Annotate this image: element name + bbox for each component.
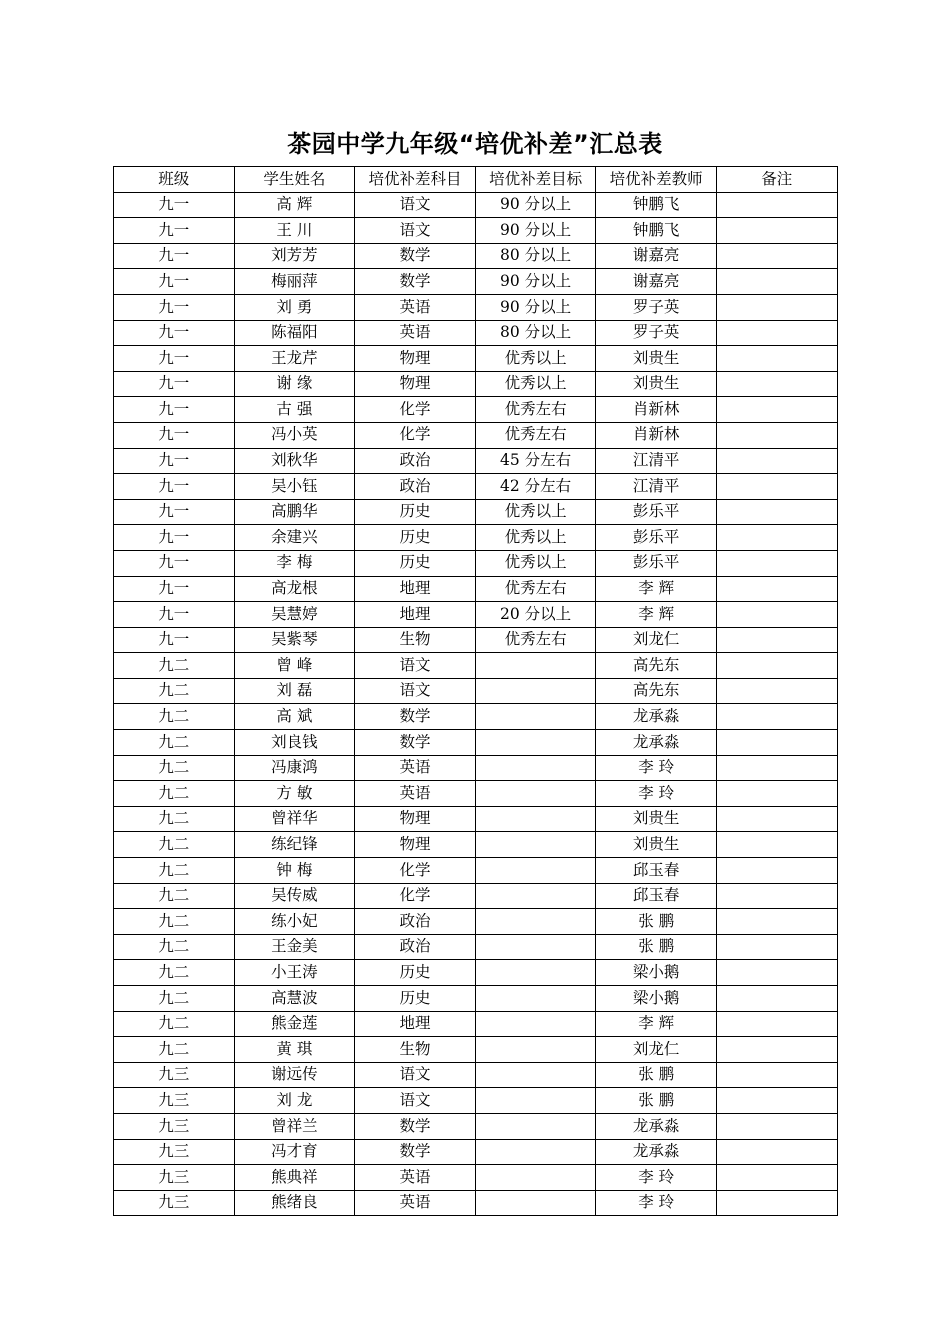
teacher-cell: 彭乐平 (596, 550, 717, 576)
header-teacher: 培优补差教师 (596, 167, 717, 193)
remarks-cell (716, 627, 837, 653)
target-cell (475, 704, 596, 730)
remarks-cell (716, 1190, 837, 1216)
class-cell: 九三 (114, 1165, 235, 1191)
target-cell (475, 1113, 596, 1139)
student-name-cell: 黄 琪 (234, 1037, 355, 1063)
class-cell: 九一 (114, 627, 235, 653)
table-row (114, 474, 838, 500)
student-name-cell: 高龙根 (234, 576, 355, 602)
student-name-cell: 刘 磊 (234, 678, 355, 704)
table-row (114, 346, 838, 372)
table-row (114, 653, 838, 679)
class-cell: 九三 (114, 1113, 235, 1139)
table-row (114, 1062, 838, 1088)
target-cell: 优秀以上 (475, 371, 596, 397)
class-cell: 九二 (114, 909, 235, 935)
remarks-cell (716, 1139, 837, 1165)
remarks-cell (716, 934, 837, 960)
teacher-cell: 钟鹏飞 (596, 218, 717, 244)
class-cell: 九二 (114, 755, 235, 781)
table-row (114, 218, 838, 244)
class-cell: 九二 (114, 858, 235, 884)
target-cell (475, 1139, 596, 1165)
subject-cell: 数学 (355, 730, 476, 756)
table-row (114, 883, 838, 909)
summary-table (113, 166, 838, 1216)
target-cell (475, 909, 596, 935)
subject-cell: 语文 (355, 1088, 476, 1114)
class-cell: 九一 (114, 192, 235, 218)
subject-cell: 数学 (355, 1139, 476, 1165)
table-row (114, 1011, 838, 1037)
student-name-cell: 曾 峰 (234, 653, 355, 679)
table-row (114, 781, 838, 807)
table-row (114, 627, 838, 653)
student-name-cell: 吴小钰 (234, 474, 355, 500)
student-name-cell: 刘秋华 (234, 448, 355, 474)
table-row (114, 1037, 838, 1063)
header-remarks: 备注 (716, 167, 837, 193)
remarks-cell (716, 1165, 837, 1191)
remarks-cell (716, 755, 837, 781)
remarks-cell (716, 653, 837, 679)
subject-cell: 生物 (355, 1037, 476, 1063)
teacher-cell: 李 玲 (596, 755, 717, 781)
class-cell: 九一 (114, 218, 235, 244)
subject-cell: 历史 (355, 499, 476, 525)
teacher-cell: 刘龙仁 (596, 627, 717, 653)
remarks-cell (716, 960, 837, 986)
subject-cell: 物理 (355, 806, 476, 832)
student-name-cell: 刘 勇 (234, 294, 355, 320)
table-row (114, 1113, 838, 1139)
class-cell: 九一 (114, 294, 235, 320)
student-name-cell: 练小妃 (234, 909, 355, 935)
target-cell (475, 1037, 596, 1063)
subject-cell: 地理 (355, 1011, 476, 1037)
remarks-cell (716, 678, 837, 704)
table-row (114, 755, 838, 781)
table-row (114, 320, 838, 346)
subject-cell: 数学 (355, 269, 476, 295)
class-cell: 九三 (114, 1062, 235, 1088)
subject-cell: 数学 (355, 1113, 476, 1139)
class-cell: 九一 (114, 371, 235, 397)
header-class: 班级 (114, 167, 235, 193)
class-cell: 九一 (114, 243, 235, 269)
remarks-cell (716, 858, 837, 884)
target-cell (475, 858, 596, 884)
class-cell: 九三 (114, 1088, 235, 1114)
subject-cell: 历史 (355, 550, 476, 576)
teacher-cell: 肖新林 (596, 422, 717, 448)
subject-cell: 英语 (355, 320, 476, 346)
student-name-cell: 高 辉 (234, 192, 355, 218)
teacher-cell: 李 辉 (596, 602, 717, 628)
subject-cell: 英语 (355, 294, 476, 320)
class-cell: 九一 (114, 576, 235, 602)
target-cell (475, 1190, 596, 1216)
class-cell: 九三 (114, 1139, 235, 1165)
subject-cell: 政治 (355, 909, 476, 935)
student-name-cell: 刘良钱 (234, 730, 355, 756)
class-cell: 九一 (114, 448, 235, 474)
class-cell: 九一 (114, 269, 235, 295)
teacher-cell: 张 鹏 (596, 1062, 717, 1088)
remarks-cell (716, 320, 837, 346)
target-cell: 90 分以上 (475, 192, 596, 218)
student-name-cell: 王金美 (234, 934, 355, 960)
subject-cell: 语文 (355, 192, 476, 218)
target-cell: 优秀以上 (475, 346, 596, 372)
subject-cell: 英语 (355, 1190, 476, 1216)
remarks-cell (716, 294, 837, 320)
subject-cell: 政治 (355, 448, 476, 474)
subject-cell: 英语 (355, 1165, 476, 1191)
remarks-cell (716, 243, 837, 269)
student-name-cell: 吴紫琴 (234, 627, 355, 653)
student-name-cell: 熊绪良 (234, 1190, 355, 1216)
target-cell (475, 934, 596, 960)
class-cell: 九二 (114, 1037, 235, 1063)
target-cell (475, 1062, 596, 1088)
subject-cell: 数学 (355, 704, 476, 730)
subject-cell: 历史 (355, 986, 476, 1012)
header-student-name: 学生姓名 (234, 167, 355, 193)
remarks-cell (716, 1062, 837, 1088)
teacher-cell: 钟鹏飞 (596, 192, 717, 218)
table-row (114, 1190, 838, 1216)
teacher-cell: 邱玉春 (596, 858, 717, 884)
remarks-cell (716, 397, 837, 423)
class-cell: 九一 (114, 602, 235, 628)
student-name-cell: 冯才育 (234, 1139, 355, 1165)
remarks-cell (716, 883, 837, 909)
student-name-cell: 冯小英 (234, 422, 355, 448)
class-cell: 九二 (114, 653, 235, 679)
student-name-cell: 古 强 (234, 397, 355, 423)
remarks-cell (716, 909, 837, 935)
target-cell: 优秀左右 (475, 397, 596, 423)
student-name-cell: 吴慧婷 (234, 602, 355, 628)
remarks-cell (716, 218, 837, 244)
table-row (114, 602, 838, 628)
remarks-cell (716, 602, 837, 628)
subject-cell: 语文 (355, 678, 476, 704)
teacher-cell: 李 辉 (596, 1011, 717, 1037)
target-cell (475, 1011, 596, 1037)
target-cell (475, 986, 596, 1012)
teacher-cell: 李 辉 (596, 576, 717, 602)
teacher-cell: 罗子英 (596, 320, 717, 346)
teacher-cell: 李 玲 (596, 781, 717, 807)
target-cell: 90 分以上 (475, 269, 596, 295)
teacher-cell: 张 鹏 (596, 1088, 717, 1114)
subject-cell: 化学 (355, 422, 476, 448)
teacher-cell: 彭乐平 (596, 499, 717, 525)
student-name-cell: 余建兴 (234, 525, 355, 551)
target-cell (475, 730, 596, 756)
subject-cell: 地理 (355, 576, 476, 602)
class-cell: 九二 (114, 1011, 235, 1037)
class-cell: 九一 (114, 550, 235, 576)
remarks-cell (716, 422, 837, 448)
student-name-cell: 钟 梅 (234, 858, 355, 884)
subject-cell: 历史 (355, 960, 476, 986)
subject-cell: 语文 (355, 653, 476, 679)
subject-cell: 语文 (355, 1062, 476, 1088)
class-cell: 九一 (114, 346, 235, 372)
target-cell: 90 分以上 (475, 218, 596, 244)
student-name-cell: 高 斌 (234, 704, 355, 730)
target-cell (475, 678, 596, 704)
subject-cell: 政治 (355, 474, 476, 500)
class-cell: 九一 (114, 320, 235, 346)
teacher-cell: 邱玉春 (596, 883, 717, 909)
target-cell (475, 806, 596, 832)
teacher-cell: 彭乐平 (596, 525, 717, 551)
table-row (114, 499, 838, 525)
student-name-cell: 吴传威 (234, 883, 355, 909)
teacher-cell: 谢嘉亮 (596, 269, 717, 295)
teacher-cell: 谢嘉亮 (596, 243, 717, 269)
teacher-cell: 龙承淼 (596, 704, 717, 730)
student-name-cell: 刘 龙 (234, 1088, 355, 1114)
remarks-cell (716, 371, 837, 397)
student-name-cell: 刘芳芳 (234, 243, 355, 269)
remarks-cell (716, 550, 837, 576)
target-cell (475, 832, 596, 858)
table-row (114, 422, 838, 448)
table-row (114, 1139, 838, 1165)
table-row (114, 525, 838, 551)
table-row (114, 550, 838, 576)
class-cell: 九一 (114, 499, 235, 525)
subject-cell: 历史 (355, 525, 476, 551)
table-row (114, 909, 838, 935)
class-cell: 九二 (114, 934, 235, 960)
target-cell (475, 781, 596, 807)
target-cell (475, 1088, 596, 1114)
teacher-cell: 刘贵生 (596, 371, 717, 397)
teacher-cell: 梁小鹅 (596, 986, 717, 1012)
student-name-cell: 陈福阳 (234, 320, 355, 346)
target-cell: 优秀以上 (475, 499, 596, 525)
teacher-cell: 罗子英 (596, 294, 717, 320)
remarks-cell (716, 499, 837, 525)
table-row (114, 448, 838, 474)
table-row (114, 832, 838, 858)
target-cell: 80 分以上 (475, 243, 596, 269)
target-cell: 20 分以上 (475, 602, 596, 628)
student-name-cell: 谢 缘 (234, 371, 355, 397)
subject-cell: 政治 (355, 934, 476, 960)
class-cell: 九一 (114, 422, 235, 448)
target-cell (475, 883, 596, 909)
target-cell (475, 1165, 596, 1191)
subject-cell: 语文 (355, 218, 476, 244)
remarks-cell (716, 704, 837, 730)
teacher-cell: 刘贵生 (596, 806, 717, 832)
remarks-cell (716, 1037, 837, 1063)
student-name-cell: 练纪锋 (234, 832, 355, 858)
student-name-cell: 熊金莲 (234, 1011, 355, 1037)
remarks-cell (716, 1113, 837, 1139)
target-cell: 优秀以上 (475, 525, 596, 551)
teacher-cell: 李 玲 (596, 1165, 717, 1191)
class-cell: 九二 (114, 781, 235, 807)
table-row (114, 704, 838, 730)
subject-cell: 英语 (355, 781, 476, 807)
remarks-cell (716, 525, 837, 551)
remarks-cell (716, 1011, 837, 1037)
class-cell: 九一 (114, 525, 235, 551)
table-row (114, 934, 838, 960)
class-cell: 九一 (114, 397, 235, 423)
teacher-cell: 龙承淼 (596, 730, 717, 756)
teacher-cell: 龙承淼 (596, 1113, 717, 1139)
table-row (114, 294, 838, 320)
student-name-cell: 李 梅 (234, 550, 355, 576)
student-name-cell: 梅丽萍 (234, 269, 355, 295)
teacher-cell: 高先东 (596, 653, 717, 679)
table-row (114, 269, 838, 295)
target-cell: 优秀左右 (475, 576, 596, 602)
remarks-cell (716, 474, 837, 500)
target-cell: 优秀左右 (475, 627, 596, 653)
class-cell: 九二 (114, 704, 235, 730)
student-name-cell: 熊典祥 (234, 1165, 355, 1191)
table-row (114, 1088, 838, 1114)
document-title: 茶园中学九年级“培优补差”汇总表 (287, 130, 663, 158)
subject-cell: 物理 (355, 832, 476, 858)
table-row (114, 730, 838, 756)
class-cell: 九二 (114, 832, 235, 858)
target-cell: 42 分左右 (475, 474, 596, 500)
subject-cell: 物理 (355, 371, 476, 397)
target-cell: 90 分以上 (475, 294, 596, 320)
remarks-cell (716, 1088, 837, 1114)
subject-cell: 生物 (355, 627, 476, 653)
teacher-cell: 李 玲 (596, 1190, 717, 1216)
table-row (114, 960, 838, 986)
class-cell: 九二 (114, 883, 235, 909)
remarks-cell (716, 269, 837, 295)
table-row (114, 371, 838, 397)
class-cell: 九二 (114, 986, 235, 1012)
teacher-cell: 刘贵生 (596, 832, 717, 858)
table-row (114, 397, 838, 423)
class-cell: 九二 (114, 730, 235, 756)
teacher-cell: 张 鹏 (596, 909, 717, 935)
remarks-cell (716, 986, 837, 1012)
remarks-cell (716, 806, 837, 832)
remarks-cell (716, 346, 837, 372)
target-cell: 45 分左右 (475, 448, 596, 474)
student-name-cell: 王 川 (234, 218, 355, 244)
table-row (114, 192, 838, 218)
table-row (114, 1165, 838, 1191)
class-cell: 九二 (114, 678, 235, 704)
remarks-cell (716, 832, 837, 858)
header-row (114, 167, 838, 193)
table-row (114, 243, 838, 269)
teacher-cell: 江清平 (596, 448, 717, 474)
table-row (114, 576, 838, 602)
teacher-cell: 刘龙仁 (596, 1037, 717, 1063)
teacher-cell: 刘贵生 (596, 346, 717, 372)
teacher-cell: 肖新林 (596, 397, 717, 423)
student-name-cell: 曾祥兰 (234, 1113, 355, 1139)
table-row (114, 806, 838, 832)
student-name-cell: 曾祥华 (234, 806, 355, 832)
teacher-cell: 张 鹏 (596, 934, 717, 960)
subject-cell: 物理 (355, 346, 476, 372)
subject-cell: 化学 (355, 397, 476, 423)
table-row (114, 986, 838, 1012)
target-cell (475, 653, 596, 679)
table-body (114, 192, 838, 1216)
student-name-cell: 冯康鸿 (234, 755, 355, 781)
target-cell: 优秀左右 (475, 422, 596, 448)
table-row (114, 678, 838, 704)
remarks-cell (716, 192, 837, 218)
student-name-cell: 谢远传 (234, 1062, 355, 1088)
remarks-cell (716, 448, 837, 474)
student-name-cell: 方 敏 (234, 781, 355, 807)
target-cell (475, 755, 596, 781)
remarks-cell (716, 730, 837, 756)
target-cell: 80 分以上 (475, 320, 596, 346)
student-name-cell: 高鹏华 (234, 499, 355, 525)
header-target: 培优补差目标 (475, 167, 596, 193)
student-name-cell: 王龙芹 (234, 346, 355, 372)
teacher-cell: 江清平 (596, 474, 717, 500)
student-name-cell: 小王涛 (234, 960, 355, 986)
subject-cell: 英语 (355, 755, 476, 781)
subject-cell: 化学 (355, 883, 476, 909)
subject-cell: 数学 (355, 243, 476, 269)
teacher-cell: 龙承淼 (596, 1139, 717, 1165)
teacher-cell: 梁小鹅 (596, 960, 717, 986)
remarks-cell (716, 781, 837, 807)
header-subject: 培优补差科目 (355, 167, 476, 193)
student-name-cell: 高慧波 (234, 986, 355, 1012)
class-cell: 九二 (114, 960, 235, 986)
teacher-cell: 高先东 (596, 678, 717, 704)
class-cell: 九一 (114, 474, 235, 500)
target-cell (475, 960, 596, 986)
class-cell: 九二 (114, 806, 235, 832)
subject-cell: 化学 (355, 858, 476, 884)
remarks-cell (716, 576, 837, 602)
subject-cell: 地理 (355, 602, 476, 628)
class-cell: 九三 (114, 1190, 235, 1216)
table-row (114, 858, 838, 884)
target-cell: 优秀以上 (475, 550, 596, 576)
